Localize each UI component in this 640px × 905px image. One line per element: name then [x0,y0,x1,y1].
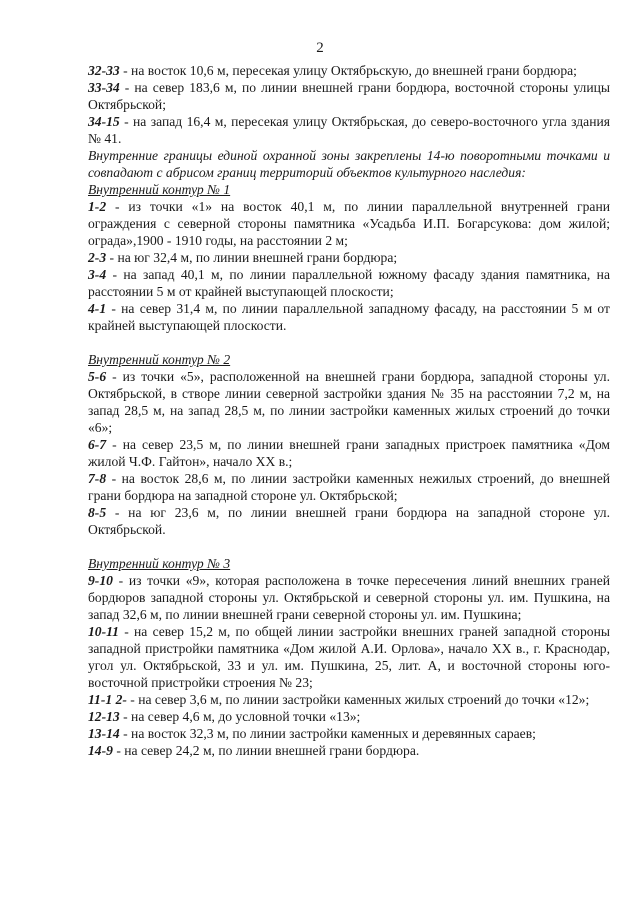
contour-1-heading: Внутренний контур № 1 [88,182,231,197]
document-body [88,62,610,759]
entry-5-6 [88,368,610,436]
entry-code: 3-4 [88,267,107,282]
entry-code: 11-1 2- [88,692,127,707]
entry-code: 1-2 [88,199,107,214]
entry-4-1 [88,300,610,334]
entry-code: 9-10 [88,573,113,588]
entry-8-5 [88,504,610,538]
page-number: 2 [316,40,324,56]
entry-code: 12-13 [88,709,120,724]
entry-code: 2-3 [88,250,107,265]
section-spacer [88,538,610,555]
entry-34-15 [88,113,610,147]
entry-11-12 [88,691,610,708]
entry-text: - на запад 40,1 м, по линии параллельной южному фасаду здания памятника, на расстоянии 5 м от крайней выступающей плоскости; [88,267,610,299]
entry-code: 33-34 [88,80,120,95]
entry-32-33 [88,62,610,79]
entry-text: - на восток 28,6 м, по линии застройки каменных нежилых строений, до внешней грани бордюра на западной стороне ул. Октябрьской; [88,471,610,503]
entry-text: - на юг 32,4 м, по линии внешней грани бордюра; [106,250,398,265]
section-spacer [88,334,610,351]
entry-text: - на юг 23,6 м, по линии внешней грани бордюра на западной стороне ул. Октябрьской. [88,505,610,537]
entry-code: 32-33 [88,63,120,78]
entry-text: - на восток 32,3 м, по линии застройки каменных и деревянных сараев; [119,726,536,741]
entry-text: - на север 31,4 м, по линии параллельной западному фасаду, на расстоянии 5 м от крайней выступающей плоскости. [88,301,610,333]
entry-code: 14-9 [88,743,113,758]
entry-text: - из точки «1» на восток 40,1 м, по линии параллельной внутренней грани ограждения с северной стороны памятника «Усадьба И.П. Богарсукова: дом жилой; ограда»,1900 - 1910 годы, на расстоянии 2 м; [88,199,610,248]
entry-code: 4-1 [88,301,107,316]
entry-9-10 [88,572,610,623]
entry-7-8 [88,470,610,504]
entry-code: 7-8 [88,471,107,486]
entry-2-3 [88,249,610,266]
entry-code: 5-6 [88,369,107,384]
entry-12-13 [88,708,610,725]
entry-text: - на север 24,2 м, по линии внешней грани бордюра. [112,743,420,758]
entry-14-9 [88,742,610,759]
entry-1-2 [88,198,610,249]
entry-6-7 [88,436,610,470]
entry-13-14 [88,725,610,742]
entry-text: - из точки «5», расположенной на внешней грани бордюра, западной стороны ул. Октябрьской, в створе линии северной застройки здания № 35 на расстоянии 7,2 м, на запад 28,5 м, на запад 28,5 м, по линии застройки каменных жилых строений до точки «6»; [88,369,610,435]
entry-10-11 [88,623,610,691]
entry-code: 13-14 [88,726,120,741]
entry-text: - на восток 10,6 м, пересекая улицу Октябрьскую, до внешней грани бордюра; [119,63,577,78]
contour-3-heading: Внутренний контур № 3 [88,556,231,571]
entry-text: - на запад 16,4 м, пересекая улицу Октябрьская, до северо-восточного угла здания № 41. [88,114,610,146]
entry-text: - из точки «9», которая расположена в точке пересечения линий внешних граней бордюров западной стороны ул. Октябрьской и северной стороны ул. им. Пушкина, на запад 32,6 м, по линии внешней грани северной стороны ул. им. Пушкина; [88,573,610,622]
entry-code: 6-7 [88,437,107,452]
inner-boundaries-note: Внутренние границы единой охранной зоны закреплены 14-ю поворотными точками и совпадают с абрисом границ территорий объектов культурного наследия: [88,148,610,180]
entry-text: - на север 3,6 м, по линии застройки каменных жилых строений до точки «12»; [126,692,590,707]
entry-text: - на север 23,5 м, по линии внешней грани западных пристроек памятника «Дом жилой Ч.Ф. Гайтон», начало XX в.; [88,437,610,469]
entry-code: 10-11 [88,624,119,639]
entry-code: 34-15 [88,114,120,129]
contour-2-heading: Внутренний контур № 2 [88,352,231,367]
entry-3-4 [88,266,610,300]
entry-text: - на север 15,2 м, по общей линии застройки внешних граней западной стороны западной пристройки памятника «Дом жилой А.И. Орлова», начало XX в., г. Краснодар, угол ул. Октябрьской, 33 и ул. им. Пушкина, 25, лит. А, и восточной стороны юго-восточной пристройки строения № 23; [88,624,610,690]
entry-text: - на север 4,6 м, до условной точки «13»; [119,709,361,724]
entry-33-34 [88,79,610,113]
entry-code: 8-5 [88,505,107,520]
entry-text: - на север 183,6 м, по линии внешней грани бордюра, восточной стороны улицы Октябрьской; [88,80,610,112]
